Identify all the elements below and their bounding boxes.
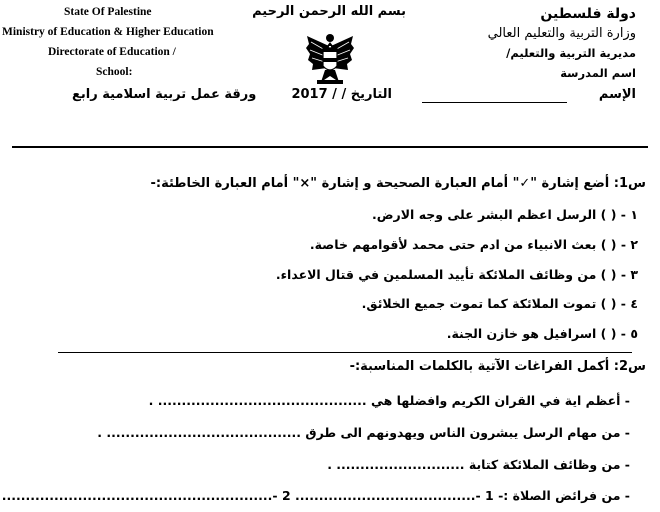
q1-item: ٥ - ( ) اسرافيل هو خازن الجنة.: [446, 326, 638, 341]
q2-item: - من وظائف الملائكة كتابة ........................... .: [327, 457, 630, 472]
q1-item: ٢ - ( ) بعث الانبياء من ادم حتى محمد لأقوامهم خاصة.: [309, 237, 638, 252]
header-divider: [12, 146, 648, 148]
name-blank-line: [422, 102, 567, 103]
basmala: بسم الله الرحمن الرحيم: [252, 4, 406, 19]
q1-item: ٤ - ( ) تموت الملائكة كما تموت جميع الخلائق.: [361, 296, 638, 311]
header-ar-directorate: مديرية التربية والتعليم/: [506, 46, 636, 60]
q2-item: - من مهام الرسل يبشرون الناس ويهدونهم الى طرق ......................................... .: [97, 425, 630, 440]
header-ar-school: اسم المدرسة: [560, 66, 636, 80]
q2-item: - من فرائض الصلاة :- 1 -...................................... 2 -.........................................................: [1, 488, 630, 503]
palestine-eagle-emblem-icon: [303, 30, 357, 86]
date-field: التاريخ / / 2017: [291, 87, 392, 102]
header-ar-ministry: وزارة التربية والتعليم العالي: [487, 26, 636, 41]
header-en-ministry: Ministry of Education & Higher Education: [2, 26, 214, 38]
header-en-state: State Of Palestine: [64, 6, 152, 18]
header-en-directorate: Directorate of Education /: [48, 46, 176, 58]
q1-item: ١ - ( ) الرسل اعظم البشر على وجه الارض.: [371, 207, 638, 222]
q2-title: س2: أكمل الفراغات الآتية بالكلمات المناسبة:-: [349, 359, 646, 374]
q1-item: ٣ - ( ) من وظائف الملائكة تأييد المسلمين في قتال الاعداء.: [275, 267, 638, 282]
name-label: الإسم: [598, 87, 636, 102]
header-ar-state: دولة فلسطين: [540, 6, 636, 22]
worksheet-title: ورقة عمل تربية اسلامية رابع: [72, 87, 257, 102]
section-divider: [58, 352, 632, 353]
header-en-school: School:: [96, 66, 133, 78]
q1-title: س1: أضع إشارة "✓" أمام العبارة الصحيحة و إشارة "×" أمام العبارة الخاطئة:-: [150, 176, 646, 191]
q2-item: - أعظم اية في القران الكريم وافضلها هي ............................................ .: [148, 393, 630, 408]
